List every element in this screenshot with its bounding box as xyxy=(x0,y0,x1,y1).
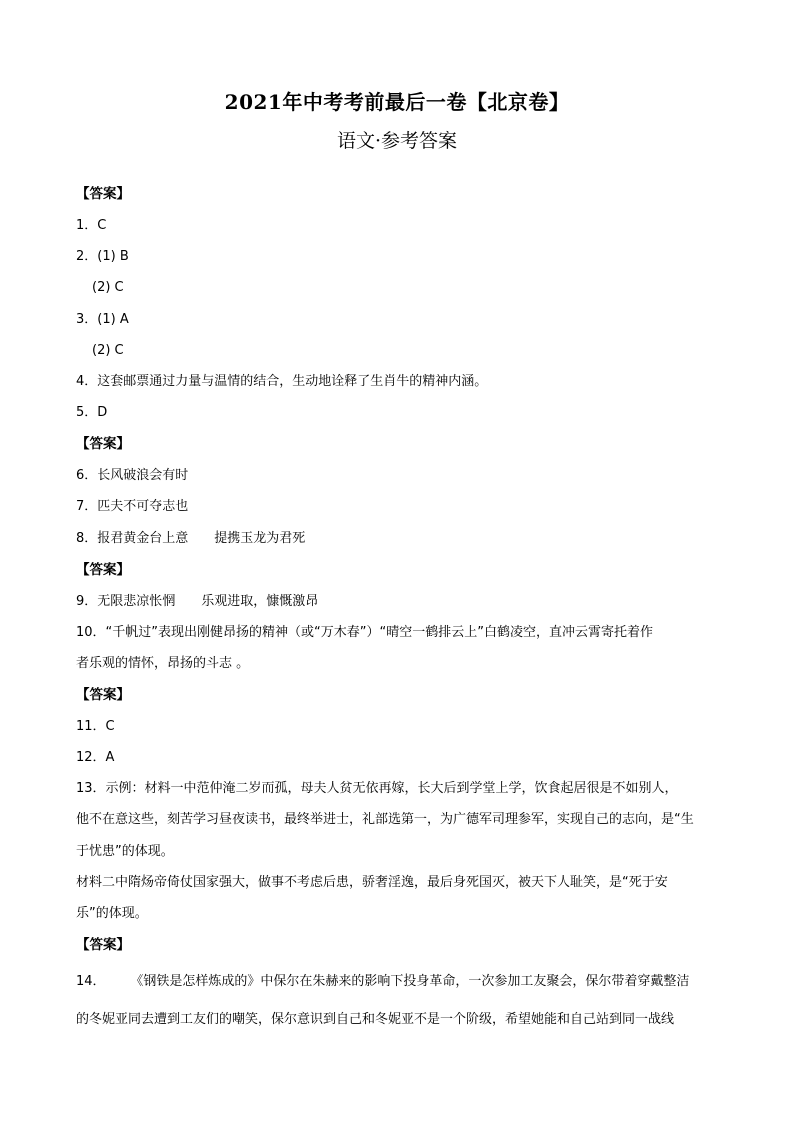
answer-line: 11．C xyxy=(76,719,115,734)
answer-line xyxy=(76,592,726,612)
answer-line xyxy=(76,529,726,549)
answer-heading: 【答案】 xyxy=(76,436,130,452)
document-title: 2021年中考考前最后一卷【北京卷】 xyxy=(224,90,570,114)
answer-line: 3．(1) A xyxy=(76,312,129,327)
answer-line: 4．这套邮票通过力量与温情的结合，生动地诠释了生肖牛的精神内涵。 xyxy=(76,374,488,389)
answer-line: 材料二中隋炀帝倚仗国家强大，做事不考虑后患，骄奢淫逸，最后身死国灭，被天下人耻笑，是“死于安 xyxy=(76,875,668,890)
answer-line: 他不在意这些，刻苦学习昼夜读书，最终举进士，礼部选第一，为广德军司理参军，实现自己的志向，是“生 xyxy=(76,812,694,827)
answer-line: (2) C xyxy=(92,343,124,358)
answer-heading: 【答案】 xyxy=(76,562,130,578)
answer-heading: 【答案】 xyxy=(76,687,130,703)
answer-part: 8．报君黄金台上意 xyxy=(76,531,189,546)
answer-heading: 【答案】 xyxy=(76,186,130,202)
answer-line: 14． 《钢铁是怎样炼成的》中保尔在朱赫来的影响下投身革命，一次参加工友聚会，保尔带着穿戴整洁 xyxy=(76,974,690,989)
answer-line: (2) C xyxy=(92,280,124,295)
answer-line: 13．示例：材料一中范仲淹二岁而孤，母夫人贫无依再嫁，长大后到学堂上学，饮食起居很是不如别人， xyxy=(76,781,678,796)
answer-line: 的冬妮亚同去遭到工友们的嘲笑，保尔意识到自己和冬妮亚不是一个阶级，希望她能和自己站到同一战线 xyxy=(76,1012,675,1027)
answer-heading: 【答案】 xyxy=(76,937,130,953)
answer-line: 于忧患”的体现。 xyxy=(76,844,174,859)
answer-line: 1．C xyxy=(76,218,107,233)
answer-part: 乐观进取，慷慨激昂 xyxy=(201,594,319,609)
answer-line: 乐”的体现。 xyxy=(76,906,148,921)
answer-line: 10．“千帆过”表现出刚健昂扬的精神（或“万木春”）“晴空一鹤排云上”白鹤凌空，直冲云霄寄托着作 xyxy=(76,625,653,640)
answer-line: 6．长风破浪会有时 xyxy=(76,468,189,483)
document-subtitle: 语文·参考答案 xyxy=(336,130,458,152)
answer-part: 提携玉龙为君死 xyxy=(214,531,306,546)
answer-line: 者乐观的情怀，昂扬的斗志 。 xyxy=(76,656,250,671)
answer-line: 7．匹夫不可夺志也 xyxy=(76,499,189,514)
answer-line: 5．D xyxy=(76,405,108,420)
answer-line: 2．(1) B xyxy=(76,249,129,264)
answer-part: 9．无限悲凉怅惘 xyxy=(76,594,176,609)
answer-line: 12．A xyxy=(76,750,115,765)
